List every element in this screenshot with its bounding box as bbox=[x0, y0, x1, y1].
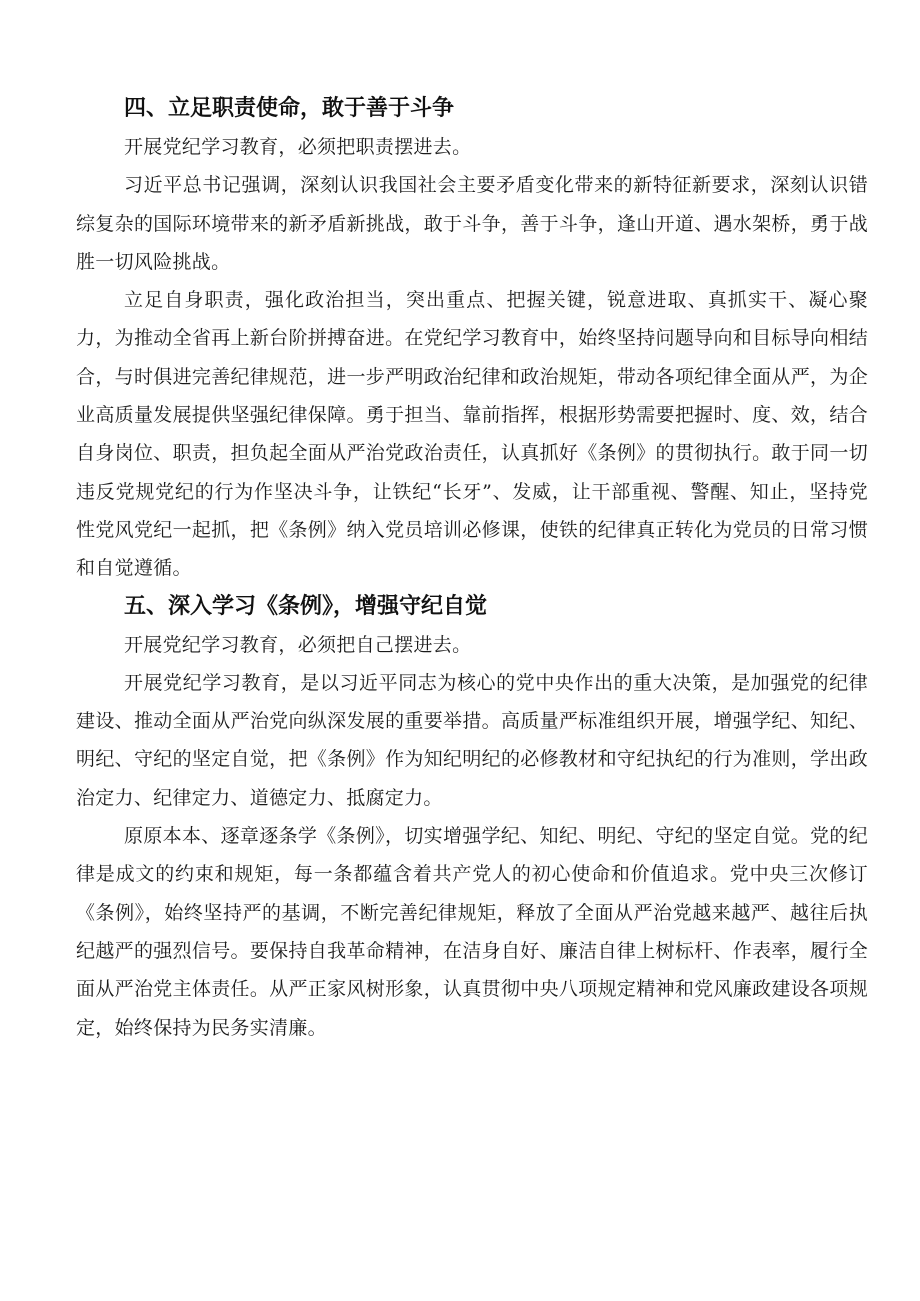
section-4-paragraph-3: 立足自身职责，强化政治担当，突出重点、把握关键，锐意进取、真抓实干、凝心聚力，为推动全省再上新台阶拼搏奋进。在党纪学习教育中，始终坚持问题导向和目标导向相结合，与时俱进完善纪律规范，进一步严明政治纪律和政治规矩，带动各项纪律全面从严，为企业高质量发展提供坚强纪律保障。勇于担当、靠前指挥，根据形势需要把握时、度、效，结合自身岗位、职责，担负起全面从严治党政治责任，认真抓好《条例》的贯彻执行。敢于同一切违反党规党纪的行为作坚决斗争，让铁纪“长牙”、发威，让干部重视、警醒、知止，坚持党性党风党纪一起抓，把《条例》纳入党员培训必修课，使铁的纪律真正转化为党员的日常习惯和自觉遵循。 bbox=[76, 289, 868, 580]
section-5-paragraph-1: 开展党纪学习教育，必须把自己摆进去。 bbox=[124, 633, 472, 656]
section-heading-4: 四、立足职责使命，敢于善于斗争 bbox=[124, 96, 455, 121]
section-5-paragraph-3: 原原本本、逐章逐条学《条例》，切实增强学纪、知纪、明纪、守纪的坚定自觉。党的纪律是成文的约束和规矩，每一条都蕴含着共产党人的初心使命和价值追求。党中央三次修订《条例》，始终坚持严的基调，不断完善纪律规矩，释放了全面从严治党越来越严、越往后执纪越严的强烈信号。要保持自我革命精神，在洁身自好、廉洁自律上树标杆、作表率，履行全面从严治党主体责任。从严正家风树形象，认真贯彻中央八项规定精神和党风廉政建设各项规定，始终保持为民务实清廉。 bbox=[76, 825, 868, 1039]
section-4-paragraph-2: 习近平总书记强调，深刻认识我国社会主要矛盾变化带来的新特征新要求，深刻认识错综复杂的国际环境带来的新矛盾新挑战，敢于斗争，善于斗争，逢山开道、遇水架桥，勇于战胜一切风险挑战。 bbox=[76, 174, 868, 273]
section-heading-5: 五、深入学习《条例》，增强守纪自觉 bbox=[124, 593, 488, 619]
document-body bbox=[76, 90, 868, 1047]
section-5-paragraph-2: 开展党纪学习教育，是以习近平同志为核心的党中央作出的重大决策，是加强党的纪律建设、推动全面从严治党向纵深发展的重要举措。高质量严标准组织开展，增强学纪、知纪、明纪、守纪的坚定自觉，把《条例》作为知纪明纪的必修教材和守纪执纪的行为准则，学出政治定力、纪律定力、道德定力、抵腐定力。 bbox=[76, 671, 868, 809]
section-4-paragraph-1: 开展党纪学习教育，必须把职责摆进去。 bbox=[124, 136, 472, 158]
